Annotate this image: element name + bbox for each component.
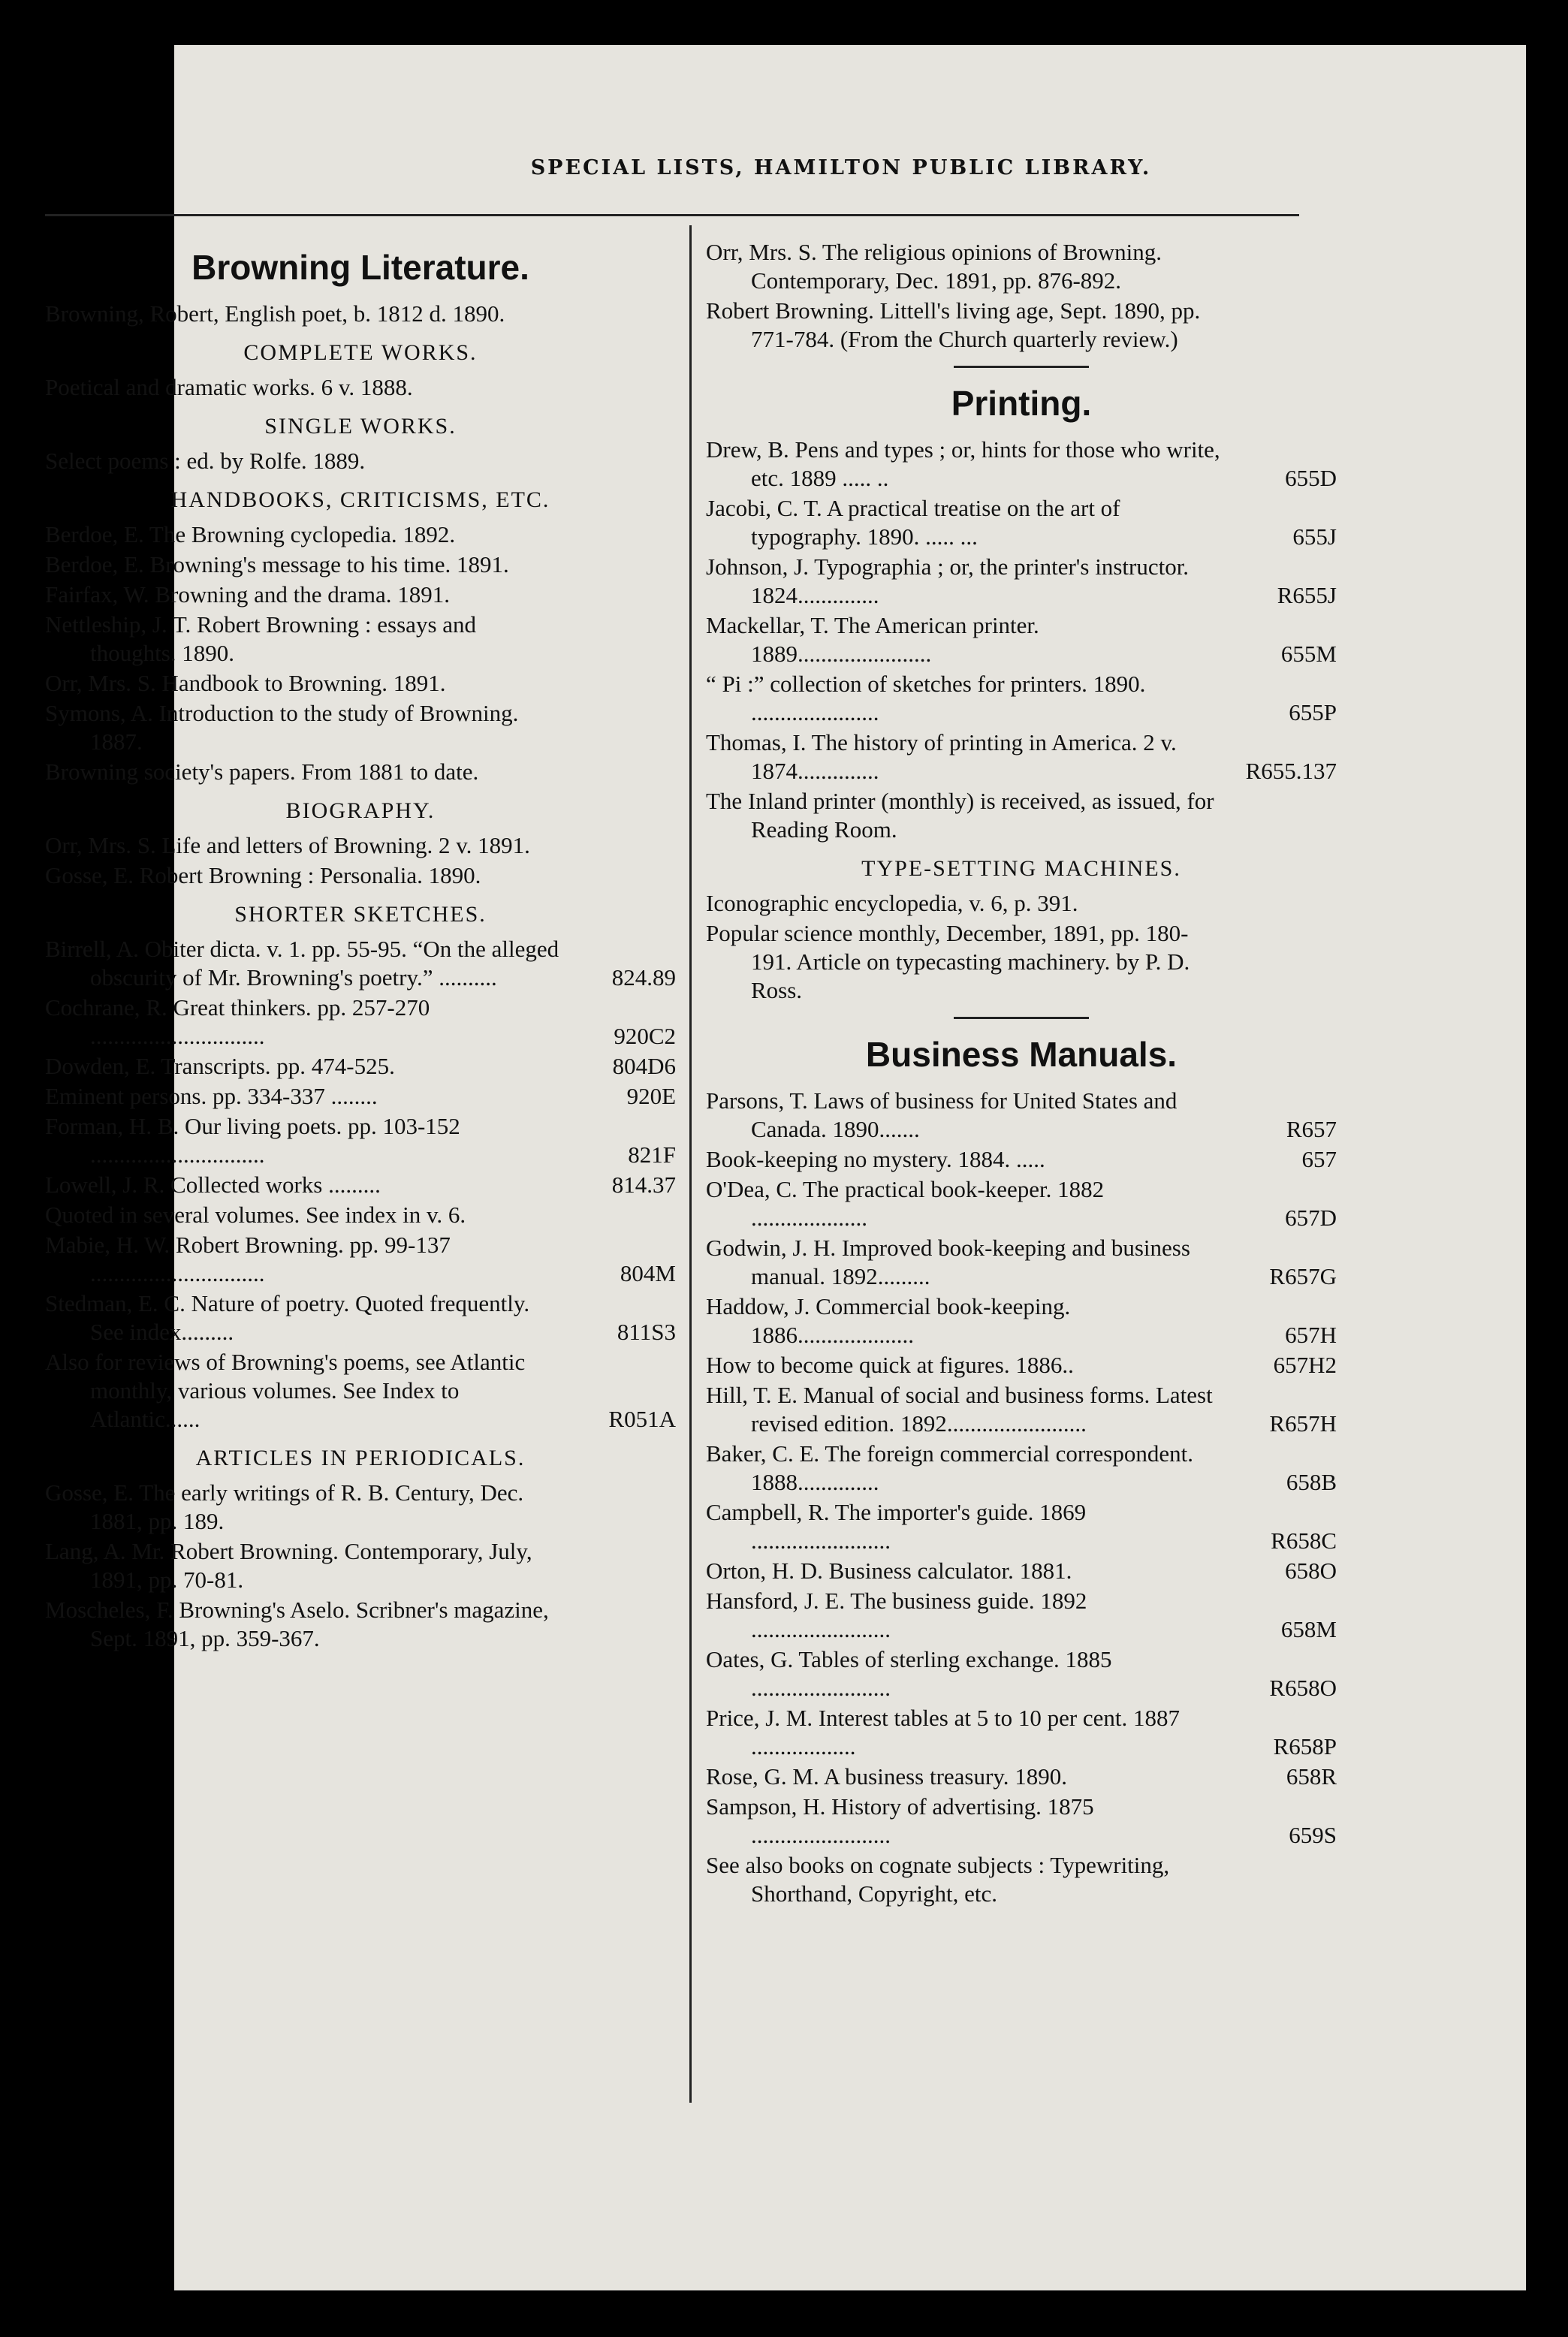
catalog-entry [706, 1557, 1337, 1585]
catalog-entry [706, 1381, 1337, 1438]
call-number: 658B [1286, 1469, 1337, 1495]
entry-text: Drew, B. Pens and types ; or, hints for those who write, etc. 1889 ..... .. [706, 436, 1220, 491]
catalog-entry [45, 447, 676, 475]
catalog-entry [45, 1171, 676, 1199]
subsection-heading: HANDBOOKS, CRITICISMS, ETC. [170, 487, 550, 512]
subsection-heading: SHORTER SKETCHES. [234, 902, 487, 927]
catalog-entry [706, 1645, 1337, 1702]
entry-text: Eminent persons. pp. 334-337 ........ [45, 1083, 378, 1109]
entry-text: Birrell, A. Obiter dicta. v. 1. pp. 55-95. “On the alleged obscurity of Mr. Browning's poetry.” .......... [45, 936, 559, 991]
catalog-entry [706, 1704, 1337, 1761]
entry-text: Nettleship, J. T. Robert Browning : essays and thoughts. 1890. [45, 611, 477, 666]
call-number: 811S3 [617, 1319, 676, 1345]
left-sections [45, 339, 676, 1653]
section-rule [954, 1017, 1089, 1019]
catalog-entry [706, 1587, 1337, 1644]
call-number: R051A [608, 1406, 676, 1432]
call-number: 814.37 [611, 1172, 676, 1198]
catalog-entry [706, 1440, 1337, 1497]
business-entries [706, 1087, 1337, 1850]
entry-text: Mackellar, T. The American printer. 1889....................... [706, 612, 1039, 667]
see-also-note: See also books on cognate subjects : Typewriting, Shorthand, Copyright, etc. [706, 1852, 1170, 1907]
entry-text: Baker, C. E. The foreign commercial correspondent. 1888.............. [706, 1440, 1193, 1495]
catalog-entry [45, 994, 676, 1051]
entry-text: Cochrane, R. Great thinkers. pp. 257-270 .............................. [45, 994, 430, 1049]
catalog-entry [706, 787, 1337, 844]
catalog-entry [706, 1763, 1337, 1791]
entry-text: Campbell, R. The importer's guide. 1869 ........................ [706, 1499, 1087, 1554]
catalog-entry [45, 373, 676, 402]
catalog-entry [706, 1145, 1337, 1174]
catalog-entry [45, 550, 676, 579]
call-number: 655M [1280, 641, 1337, 667]
entry-text: Johnson, J. Typographia ; or, the printer's instructor. 1824.............. [706, 553, 1190, 608]
catalog-entry [45, 699, 676, 756]
browning-intro: Browning, Robert, English poet, b. 1812 d. 1890. [45, 300, 505, 327]
catalog-entry [706, 1351, 1337, 1380]
call-number: 804D6 [612, 1053, 676, 1079]
entry-text: How to become quick at figures. 1886.. [706, 1352, 1074, 1378]
entry-text: Stedman, E. C. Nature of poetry. Quoted frequently. See index......... [45, 1290, 530, 1345]
call-number: 655J [1292, 523, 1337, 550]
subsection-entries [45, 373, 676, 402]
entry-text: Rose, G. M. A business treasury. 1890. [706, 1763, 1068, 1790]
entry-text: Fairfax, W. Browning and the drama. 1891. [45, 581, 450, 608]
entry-text: Hill, T. E. Manual of social and business forms. Latest revised edition. 1892........................ [706, 1382, 1213, 1437]
call-number: 655P [1289, 699, 1337, 725]
catalog-entry [706, 1292, 1337, 1349]
entry-text: Thomas, I. The history of printing in America. 2 v. 1874.............. [706, 729, 1177, 784]
catalog-entry [45, 580, 676, 609]
subsection-heading: BIOGRAPHY. [285, 798, 436, 823]
catalog-entry [45, 1112, 676, 1169]
entry-text: Gosse, E. The early writings of R. B. Century, Dec. 1881, pp. 189. [45, 1479, 524, 1534]
call-number: 659S [1289, 1822, 1337, 1848]
catalog-entry [706, 553, 1337, 610]
call-number: R658C [1271, 1527, 1337, 1554]
entry-text: Robert Browning. Littell's living age, Sept. 1890, pp. 771-784. (From the Church quarterly review.) [706, 297, 1201, 352]
catalog-entry [706, 728, 1337, 786]
entry-text: Price, J. M. Interest tables at 5 to 10 per cent. 1887 .................. [706, 1705, 1181, 1760]
subsection-entries [45, 447, 676, 475]
catalog-entry [45, 1052, 676, 1081]
entry-text: Browning society's papers. From 1881 to date. [45, 758, 479, 785]
call-number: R655J [1277, 582, 1337, 608]
entry-text: Hansford, J. E. The business guide. 1892 ........................ [706, 1588, 1087, 1642]
call-number: 655D [1285, 465, 1337, 491]
subsection-entries [45, 520, 676, 786]
subsection-entries [45, 935, 676, 1434]
business-title: Business Manuals. [865, 1035, 1178, 1074]
catalog-entry [706, 919, 1337, 1005]
catalog-entry [706, 238, 1337, 295]
entry-text: Orr, Mrs. S. Life and letters of Browning. 2 v. 1891. [45, 832, 530, 858]
catalog-entry [45, 1596, 676, 1653]
entry-text: Gosse, E. Robert Browning : Personalia. 1890. [45, 862, 481, 888]
catalog-entry [706, 1498, 1337, 1555]
entry-text: Sampson, H. History of advertising. 1875 ........................ [706, 1793, 1094, 1848]
entry-text: Book-keeping no mystery. 1884. ..... [706, 1146, 1045, 1172]
call-number: R657 [1286, 1116, 1337, 1142]
continued-entries [706, 238, 1337, 354]
call-number: 657D [1285, 1205, 1337, 1231]
catalog-entry [45, 1082, 676, 1111]
entry-text: Berdoe, E. The Browning cyclopedia. 1892. [45, 521, 456, 547]
type-setting-heading: TYPE-SETTING MACHINES. [861, 856, 1181, 881]
catalog-entry [45, 1348, 676, 1434]
entry-text: The Inland printer (monthly) is received, as issued, for Reading Room. [706, 788, 1214, 843]
entry-text: Moscheles, F. Browning's Aselo. Scribner's magazine, Sept. 1891, pp. 359-367. [45, 1597, 549, 1651]
catalog-entry [45, 669, 676, 698]
column-divider [689, 225, 692, 2103]
call-number: 658M [1280, 1616, 1337, 1642]
catalog-entry [45, 831, 676, 860]
section-rule [954, 366, 1089, 368]
catalog-entry [45, 935, 676, 992]
subsection-heading: ARTICLES IN PERIODICALS. [195, 1446, 526, 1470]
entry-text: O'Dea, C. The practical book-keeper. 1882 .................... [706, 1176, 1105, 1231]
entry-text: Popular science monthly, December, 1891, pp. 180-191. Article on typecasting machinery. by P. D. Ross. [706, 920, 1190, 1003]
subsection-entries [45, 831, 676, 890]
entry-text: Orton, H. D. Business calculator. 1881. [706, 1557, 1072, 1584]
entry-text: Berdoe, E. Browning's message to his time. 1891. [45, 551, 509, 577]
call-number: 920E [626, 1083, 676, 1109]
catalog-entry [706, 1087, 1337, 1144]
running-head: SPECIAL LISTS, HAMILTON PUBLIC LIBRARY. [530, 156, 1152, 179]
entry-text: Mabie, H. W. Robert Browning. pp. 99-137 .............................. [45, 1232, 451, 1286]
entry-text: Symons, A. Introduction to the study of Browning. 1887. [45, 700, 519, 755]
right-column [706, 237, 1337, 1910]
subsection-entries [45, 1479, 676, 1653]
entry-text: Also for reviews of Browning's poems, see Atlantic monthly, various volumes. See Index to Atlantic...... [45, 1349, 526, 1432]
entry-text: Parsons, T. Laws of business for United States and Canada. 1890....... [706, 1087, 1178, 1142]
browning-title: Browning Literature. [191, 248, 529, 287]
entry-text: Iconographic encyclopedia, v. 6, p. 391. [706, 890, 1078, 916]
entry-text: Lang, A. Mr. Robert Browning. Contemporary, July, 1891, pp. 70-81. [45, 1538, 532, 1593]
entry-text: Jacobi, C. T. A practical treatise on the art of typography. 1890. ..... ... [706, 495, 1120, 550]
call-number: 657H2 [1273, 1352, 1337, 1378]
catalog-entry [706, 297, 1337, 354]
catalog-entry [45, 520, 676, 549]
catalog-entry [706, 494, 1337, 551]
call-number: 824.89 [611, 964, 676, 991]
entry-text: Dowden, E. Transcripts. pp. 474-525. [45, 1053, 395, 1079]
entry-text: Select poems : ed. by Rolfe. 1889. [45, 448, 366, 474]
catalog-entry [706, 889, 1337, 918]
entry-text: Godwin, J. H. Improved book-keeping and business manual. 1892......... [706, 1235, 1190, 1289]
call-number: R655.137 [1245, 758, 1337, 784]
catalog-entry [706, 436, 1337, 493]
catalog-entry [45, 1231, 676, 1288]
entry-text: Haddow, J. Commercial book-keeping. 1886.................... [706, 1293, 1071, 1348]
subsection-heading: SINGLE WORKS. [264, 414, 457, 439]
entry-text: Forman, H. B. Our living poets. pp. 103-152 .............................. [45, 1113, 460, 1168]
call-number: R657H [1269, 1410, 1337, 1437]
printing-entries [706, 436, 1337, 844]
type-setting-entries [706, 889, 1337, 1005]
entry-text: Lowell, J. R. Collected works ......... [45, 1172, 381, 1198]
catalog-entry [45, 1201, 676, 1229]
entry-text: Poetical and dramatic works. 6 v. 1888. [45, 374, 413, 400]
catalog-entry [45, 1479, 676, 1536]
call-number: R658P [1273, 1733, 1337, 1760]
call-number: 658R [1286, 1763, 1337, 1790]
call-number: 657H [1285, 1322, 1337, 1348]
call-number: 658O [1285, 1557, 1337, 1584]
call-number: 657 [1301, 1146, 1337, 1172]
entry-text: Orr, Mrs. S. Handbook to Browning. 1891. [45, 670, 446, 696]
call-number: R657G [1269, 1263, 1337, 1289]
catalog-entry [706, 1793, 1337, 1850]
catalog-entry [45, 1289, 676, 1346]
entry-text: “ Pi :” collection of sketches for printers. 1890. ...................... [706, 671, 1146, 725]
entry-text: Oates, G. Tables of sterling exchange. 1885 ........................ [706, 1646, 1112, 1701]
call-number: R658O [1269, 1675, 1337, 1701]
call-number: 804M [620, 1260, 676, 1286]
printing-title: Printing. [951, 384, 1092, 423]
call-number: 920C2 [614, 1023, 676, 1049]
catalog-entry [706, 1175, 1337, 1232]
subsection-heading: COMPLETE WORKS. [243, 340, 478, 365]
catalog-entry [706, 1234, 1337, 1291]
catalog-entry [45, 758, 676, 786]
catalog-entry [706, 611, 1337, 668]
catalog-entry [45, 861, 676, 890]
header-rule [45, 214, 1299, 216]
entry-text: Quoted in several volumes. See index in v. 6. [45, 1202, 466, 1228]
call-number: 821F [628, 1141, 676, 1168]
catalog-entry [706, 670, 1337, 727]
catalog-entry [45, 1537, 676, 1594]
catalog-entry [45, 611, 676, 668]
left-column [45, 237, 676, 1654]
entry-text: Orr, Mrs. S. The religious opinions of Browning. Contemporary, Dec. 1891, pp. 876-892. [706, 239, 1162, 294]
